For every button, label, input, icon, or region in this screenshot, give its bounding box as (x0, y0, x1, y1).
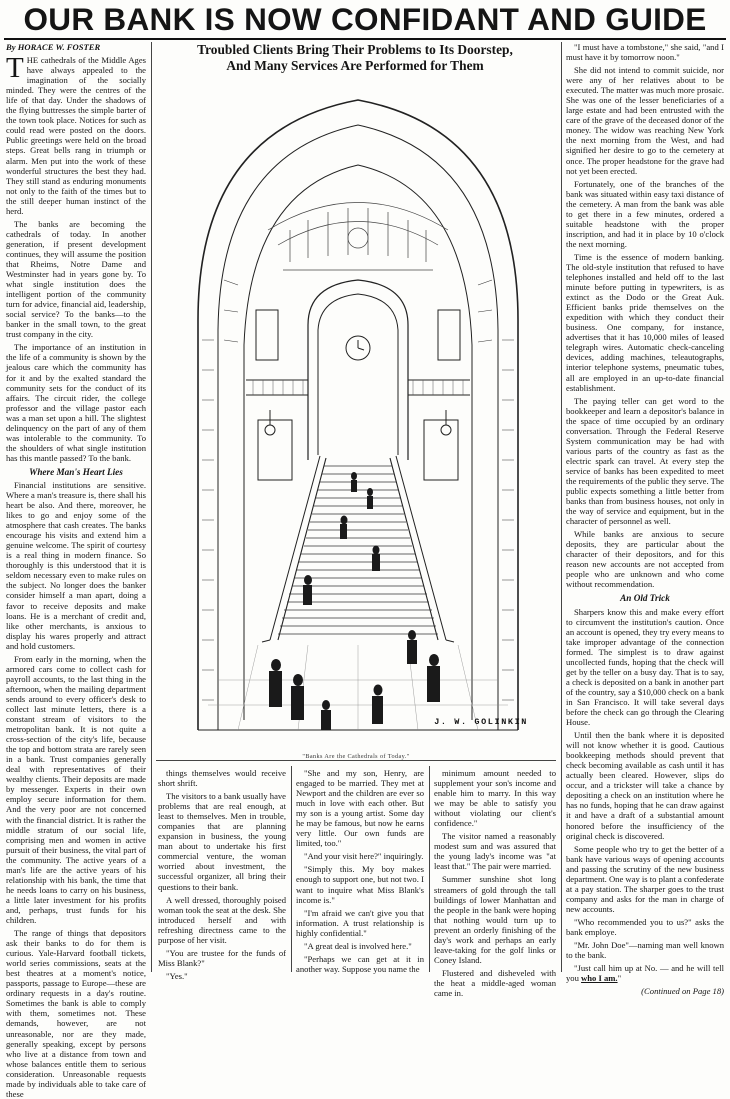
headline: OUR BANK IS NOW CONFIDANT AND GUIDE (23, 1, 707, 37)
paragraph: The visitors to a bank usually have problems that are real enough, at least to themselves. Men in trouble, companies that are planning expansion in business, the young man about to undertake his first commercial venture, the woman worried about investment, the successful organizer, all bring their questions to their bank. (158, 791, 286, 892)
column-rule (429, 766, 430, 972)
paragraph: "Perhaps we can get at it in another way. Suppose you name the (296, 953, 424, 974)
illustration-rule (156, 760, 556, 761)
col5-paras (566, 42, 724, 589)
column-2 (158, 768, 286, 981)
deck-line-2: And Many Services Are Performed for Them (226, 58, 484, 73)
paragraph: The paying teller can get word to the bookkeeper and learn a depositor's balance in the space of time occupied by an ordinary conversation. Through the Federal Reserve System communication may be had with various parts of the country as fast as the electric spark can travel. At every step the service of banks has been expedited to meet the requirements of the public they serve. The public expects something a little better from banks than from business houses, not only in the way of service and equipment, but in the character of personnel as well. (566, 395, 724, 527)
paragraph: "Mr. John Doe"—naming man well known to the bank. (566, 940, 724, 961)
paragraph: "Who recommended you to us?" asks the bank employe. (566, 916, 724, 937)
subhead-where-mans-heart-lies: Where Man's Heart Lies (29, 466, 123, 477)
paragraph: The range of things that depositors ask their banks to do for them is curious. Yale-Harvard football tickets, world series commissions, seats at the best theatres at a moment's notice, passports, passage to Europe—these are ordinary requests in a day's routine. Sometimes the bank is able to comply with them, sometimes not. These demands, however, are not unreasonable, nor are they made, generally speaking, except by persons who live at a distance from town and whose balances entitle them to serious consideration. Unreasonable requests made by individuals able to take care of these (6, 928, 146, 1099)
artist-signature: J. W. GOLINKIN (434, 717, 528, 727)
paragraph: The importance of an institution in the life of a community is shown by the jealous care which the community has for it and by the exalted standard the community sets for the conduct of its affairs. The circuit rider, the college professor and the village pastor each was a man set upon a hill. The slightest delinquency on the part of any of them was intolerable to the community. To the shoulders of what single institution has this mantle passed? To the bank. (6, 342, 146, 463)
paragraph: "And your visit here?" inquiringly. (304, 851, 424, 862)
col1-paras2 (6, 480, 146, 1099)
illustration-caption: "Banks Are the Cathedrals of Today." (302, 753, 410, 760)
paragraph: Until then the bank where it is deposited will not know whether it is good. Cautious bookkeeping methods should prevent that check becoming available as cash until it has actually been cleared. However, slips do occur, and a trickster will take a chance by depositing a check on an institution where he has no funds, hoping that he can draw against it and have a draft of a substantial amount honored before the insufficiency of the original check is discovered. (566, 730, 724, 841)
paragraph: A well dressed, thoroughly poised woman took the seat at the desk. She introduced herself and with refreshing directness came to the purpose of her visit. (158, 894, 286, 945)
paragraph: "Simply this. My boy makes enough to support one, but not two. I want to inquire what Miss Blank's income is." (296, 864, 424, 905)
underlined-phrase: who I am. (581, 973, 618, 984)
subhead-an-old-trick: An Old Trick (620, 593, 670, 604)
col2-paras (158, 768, 286, 981)
col3-paras (296, 768, 424, 974)
paragraph: things themselves would receive short shrift. (158, 768, 286, 789)
bank-interior-illustration (158, 80, 554, 745)
drop-cap: T (6, 52, 24, 85)
paragraph: From early in the morning, when the armored cars come to collect cash for payroll accounts, to the last thing in the afternoon, when the mailing department sends around to every officer's desk to collect last minute letters, there is a constant stream of visitors to the metropolitan bank. It is not quite a cross-section of the city's life, because the top and bottom strata are rarely seen in a bank. Trust companies generally deal with representatives of their wealthy clients. Their deposits are made by messenger. Experts in their own employ secure information for them. And the very poor are not concerned with the financial district. It is rather the middle stratum of our social life, comprising men and women in active pursuit of their business, the vital part of the community. The active years of a man's life are the active years of his relationship with his bank, the time that he needs loans to carry on his business, a little later investment for his profits and, perhaps, trust funds for his children. (6, 653, 146, 925)
paragraph: The banks are becoming the cathedrals of today. In another generation, if present development continues, they will assume the position that Rheims, Notre Dame and Westminster had in years gone by. To what single institution does the intelligent portion of the community turn for advice, financial aid, leadership, social service? To the banks—to the banker in the small town, to the great trust company in the city. (6, 218, 146, 340)
deck-line-1: Troubled Clients Bring Their Problems to Its Doorstep, (197, 42, 513, 57)
lead-text: HE cathedrals of the Middle Ages have always appealed to the imagination of the socially minded. They were the centres of the life of that day. Under the shadows of the flying buttresses the simple barter of the town took place. Notices for such as could read were posted on the doors. Public greetings were held on the broad steps. Great bells rang in triumph or alarm. Men put into the work of these wonderful structures the best they had. They still stand as enduring monuments not only to the faith of the times but to the still deeper human instinct of the herd. (6, 55, 146, 216)
paragraph: "She and my son, Henry, are engaged to be married. They met at Newport and the children are ever so much in love with each other. But my son is a young artist. Some day he may be famous, but now he earns very little. Our own funds are limited, too." (296, 768, 424, 849)
column-3 (296, 768, 424, 972)
continued-notice: (Continued on Page 18) (641, 986, 724, 997)
column-rule (291, 766, 292, 972)
col5-paras2 (566, 607, 724, 984)
headline-rule (4, 38, 726, 40)
column-rule (151, 42, 152, 972)
paragraph: "I must have a tombstone," she said, "and I must have it by tomorrow noon." (566, 42, 724, 63)
column-4 (434, 768, 556, 998)
paragraph: Financial institutions are sensitive. Where a man's treasure is, there shall his heart be also. And there, moreover, he likes to go and enjoy some of the atmosphere that cash creates. The banks encourage his visits and extend him a genuine welcome. The spirit of courtesy is a real thing in modern finance. So thoroughly is this understood that it is seldom necessary even to make rules on the subject. No longer does the banker consider himself a man apart, doing a favor to receive deposits and make loans. He is a merchant of credit and, like other merchants, is anxious to display his wares properly and attract and hold customers. (6, 479, 146, 651)
byline: By HORACE W. FOSTER (6, 42, 101, 52)
paragraph: Summer sunshine shot long streamers of gold through the tall buildings of lower Manhattan and the people in the bank were hoping that nothing would turn up to prevent an orderly finishing of the day's work and perhaps an early leave-taking for the golf links or Coney Island. (434, 874, 556, 965)
paragraph: Sharpers know this and make every effort to circumvent the institution's caution. Once an account is opened, they try every means to take improper advantage of the connection formed. The simplest is to draw against uncollected funds, hoping that the check will get by the teller on a busy day. That is to say, a check is deposited on a bank in another part of the country, say a $10,000 check on a bank in San Francisco. It will take several days before the check can go through the Clearing House. (566, 606, 724, 728)
deck-headline (156, 42, 554, 74)
illustration-drawing (158, 80, 554, 745)
paragraph: minimum amount needed to supplement your son's income and enable him to marry. In this way we may be able to satisfy you without violating our client's confidence." (434, 768, 556, 829)
col1-paras (6, 219, 146, 463)
lead-paragraph (6, 52, 146, 216)
column-rule (561, 42, 562, 972)
paragraph: While banks are anxious to secure deposits, they are particular about the character of their depositors, and for this reason new accounts are not accepted from people who are unknown and who come without recommendation. (566, 529, 724, 590)
paragraph: "A great deal is involved here." (304, 940, 412, 951)
paragraph: Time is the essence of modern banking. The old-style institution that refused to have telephones installed and held off to the last minute before putting in typewriters, is as extinct as the Dodo or the Great Auk. Efficient banks pride themselves on the expedition with which they conduct their business. One company, for instance, advertises that it has 10,000 miles of leased telegraph wires. Automatic check-canceling devices, adding machines, teleautographs, interior telephone systems, pneumatic tubes, all are employed in an up-to-date financial establishment. (566, 251, 724, 393)
column-5 (566, 42, 724, 997)
col4-paras (434, 768, 556, 998)
paragraph: Some people who try to get the better of a bank have various ways of opening accounts and passing the scrutiny of the new business department. One way is to plant a confederate at a pay station. The sharper goes to the trust company and asks for the man in charge of new accounts. (566, 843, 724, 914)
paragraph: "I'm afraid we can't give you that information. A trust relationship is highly confidential." (296, 907, 424, 938)
paragraph: "You are trustee for the funds of Miss Blank?" (158, 947, 286, 968)
paragraph: She did not intend to commit suicide, nor were any of her relatives about to be executed. The matter was much more prosaic. She was one of the lesser beneficiaries of a large estate and had been entrusted with the care of the grave of the deceased donor of the money. The widow was reaching New York the next morning from the West, and had signified her desire to go to the cemetery at once. The proper headstone for the grave had not yet been erected. (566, 65, 724, 176)
paragraph: "Yes." (166, 970, 188, 981)
paragraph: Fortunately, one of the branches of the bank was situated within easy taxi distance of the cemetery. A man from the bank was able to get there in a few minutes, ordered a suitable headstone with the proper inscription, and had it in place by 10 o'clock the next morning. (566, 178, 724, 249)
paragraph: The visitor named a reasonably modest sum and was assured that the young lady's income was "at least that." The pair were married. (434, 831, 556, 872)
column-1 (6, 42, 146, 1099)
paragraph: "Just call him up at No. — and he will tell you who I am." (566, 963, 724, 984)
paragraph: Flustered and disheveled with the heat a middle-aged woman came in. (434, 967, 556, 998)
